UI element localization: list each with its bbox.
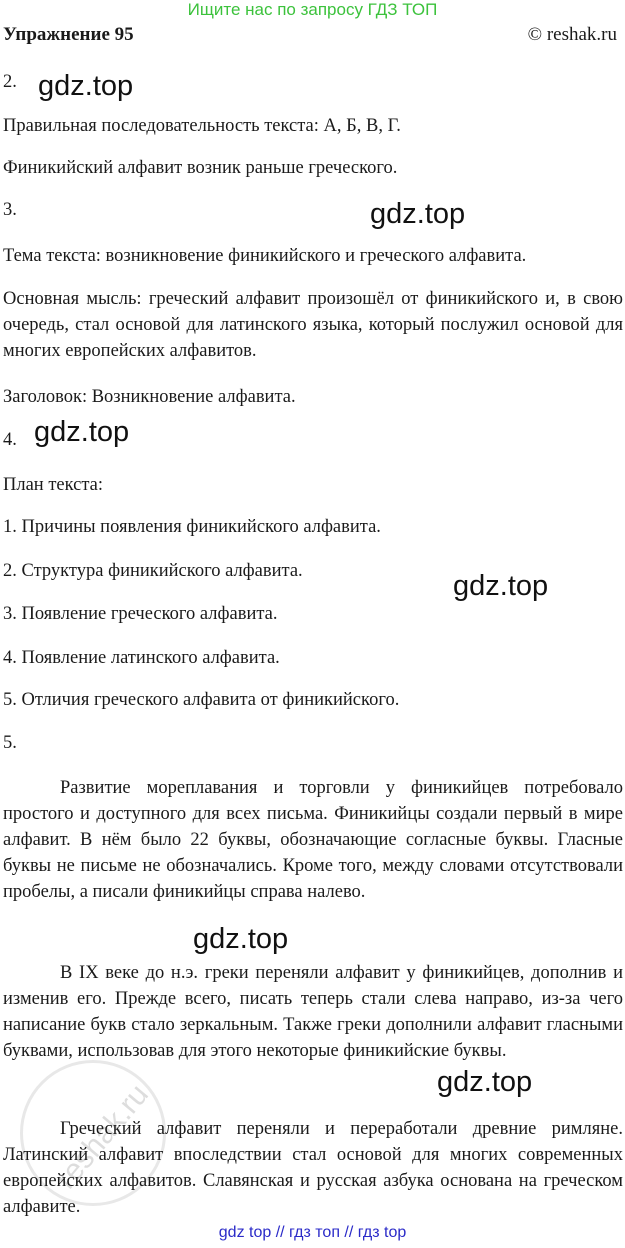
section-2-number: 2. xyxy=(3,72,17,92)
plan-item: 3. Появление греческого алфавита. xyxy=(3,604,278,624)
watermark-3: gdz.top xyxy=(34,416,130,448)
footer-links[interactable]: gdz top // гдз топ // гдз top xyxy=(218,1224,407,1241)
text-heading: Заголовок: Возникновение алфавита. xyxy=(3,387,296,407)
section-5-number: 5. xyxy=(3,733,17,753)
plan-item: 2. Структура финикийского алфавита. xyxy=(3,561,303,581)
plan-item: 4. Появление латинского алфавита. xyxy=(3,648,280,668)
plan-label: План текста: xyxy=(3,475,104,495)
site-credit: © reshak.ru xyxy=(527,24,617,45)
watermark-stamp-text: reshak.ru xyxy=(49,1078,155,1196)
watermark-2: gdz.top xyxy=(370,198,466,230)
watermark-5: gdz.top xyxy=(193,923,289,955)
search-banner: Ищите нас по запросу ГДЗ ТОП xyxy=(187,0,438,19)
paragraph-3: Греческий алфавит переняли и переработали древние римляне. Латинский алфавит впоследствии стал основой для многих современных европейских алфавитов. Славянская и русская азбука основана на греческом алфавите. xyxy=(3,1119,623,1217)
section-3-number: 3. xyxy=(3,200,17,220)
exercise-title: Упражнение 95 xyxy=(3,24,134,45)
plan-item: 1. Причины появления финикийского алфавита. xyxy=(3,517,381,537)
section-4-number: 4. xyxy=(3,430,17,450)
watermark-1: gdz.top xyxy=(38,70,134,102)
plan-item: 5. Отличия греческого алфавита от финикийского. xyxy=(3,690,400,710)
paragraph-2: В IX веке до н.э. греки переняли алфавит у финикийцев, дополнив и изменив его. Прежде всего, писать теперь стали слева направо, из-за чего написание букв стало зеркальным. Также греки дополнили алфавит гласными буквами, использовав для этого некоторые финикийские буквы. xyxy=(3,963,623,1061)
paragraph-1: Развитие мореплавания и торговли у финикийцев потребовало простого и доступного для всех письма. Финикийцы создали первый в мире алфавит. В нём было 22 буквы, обозначающие согласные буквы. Гласные буквы не письме не обозначались. Кроме того, между словами отсутствовали пробелы, а писали финикийцы справа налево. xyxy=(3,778,623,902)
watermark-6: gdz.top xyxy=(437,1066,533,1098)
text-topic: Тема текста: возникновение финикийского и греческого алфавита. xyxy=(3,246,527,266)
sequence-answer: Правильная последовательность текста: А, Б, В, Г. xyxy=(3,116,401,136)
main-idea: Основная мысль: греческий алфавит произошёл от финикийского и, в свою очередь, стал основой для латинского языка, который послужил основой для многих европейских алфавитов. xyxy=(3,289,623,361)
watermark-4: gdz.top xyxy=(453,570,549,602)
alphabet-origin-answer: Финикийский алфавит возник раньше греческого. xyxy=(3,158,398,178)
